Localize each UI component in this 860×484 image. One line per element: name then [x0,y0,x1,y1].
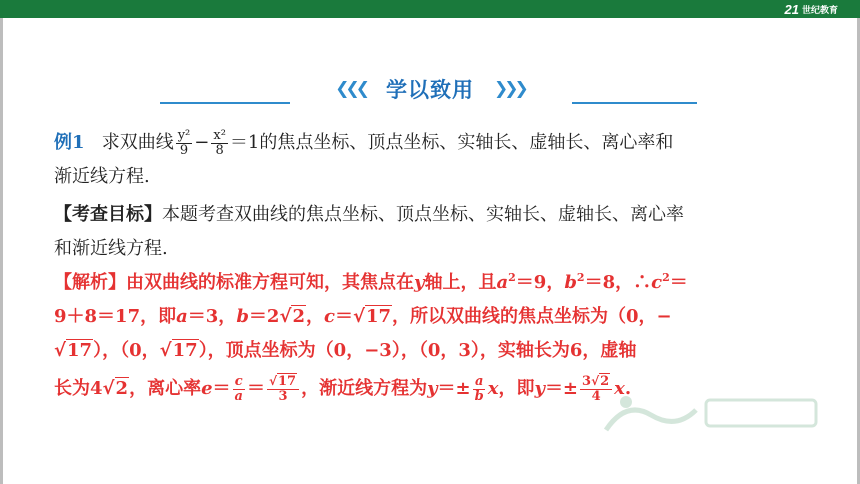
coefficient: 3 [582,374,592,389]
radicand: 17 [365,306,392,327]
fraction-denominator: 4 [591,389,601,404]
logo-number: 21 [784,1,799,17]
solution-text: 由双曲线的标准方程可知，其焦点在 [126,272,414,293]
example-label: 例1 [54,132,85,153]
exponent: 2 [662,271,670,284]
objective-paragraph [54,198,814,266]
fraction-y2-over-9 [176,129,193,158]
solution-text: ，所以双曲线的焦点坐标为（0，− [392,306,672,327]
sqrt-expression: √17 [54,340,93,361]
solution-text: ＝ [246,378,265,399]
solution-text: 长为4 [54,378,103,399]
math-var: b [564,272,577,293]
top-bar [0,0,860,18]
fraction-denominator: 8 [215,142,224,158]
solution-text: . [624,378,632,399]
solution-line-3 [54,334,814,368]
math-var: c [651,272,663,293]
radicand: 17 [67,340,93,361]
solution-text: ＝ [334,306,353,327]
solution-text: ＝8，∴ [584,272,652,293]
sqrt-expression: √2 [279,306,305,327]
fraction-numerator: x² [213,127,226,143]
fraction-numerator: y² [177,127,191,143]
math-var: x [487,378,499,399]
radicand: 2 [600,374,610,389]
sqrt-expression: √2 [102,378,129,399]
radicand: 2 [115,378,129,399]
math-var: y [414,272,425,293]
fraction-sqrt17-over-3: $\frac{√17}{3}$ [267,374,299,404]
solution-line-1 [54,266,814,300]
fraction-numerator: c [234,373,243,389]
fraction-a-over-b [473,375,486,404]
solution-text: ），顶点坐标为（0，−3），（0，3），实轴长为6，虚轴 [198,340,637,361]
solution-text: ，即 [498,378,535,399]
section-heading [300,75,560,103]
solution-text: ＝ [669,272,688,293]
fraction-denominator: 9 [179,142,189,158]
section-line-left [160,102,290,104]
radicand: 17 [277,374,297,389]
frame-left-border [0,18,3,484]
math-var: e [201,378,213,399]
objective-line-1: 本题考查双曲线的焦点坐标、顶点坐标、实轴长、虚轴长、离心率 [162,204,684,225]
example-text-before: 求双曲线 [101,132,174,153]
fraction-denominator: b [474,388,484,404]
solution-text: ＝3， [187,306,237,327]
solution-text: ＝± [437,378,471,399]
math-var: a [496,272,509,293]
minus-sign: − [194,132,210,153]
math-var: y [534,378,545,399]
watermark-logo [596,390,826,440]
section-line-right [572,102,697,104]
example-text-after: ＝1的焦点坐标、顶点坐标、实轴长、虚轴长、离心率和 [229,132,674,153]
sqrt-expression: √17 [352,306,392,327]
math-var: c [323,306,335,327]
objective-line-2: 和渐近线方程. [54,238,168,259]
example-paragraph [54,126,814,194]
objective-label: 【考查目标】 [54,204,162,225]
chevron-left-icon: ❮❮❮ [335,79,366,99]
watermark-runner-icon [596,390,826,440]
exponent: 2 [508,271,516,284]
solution-text: 9＋8＝17，即 [54,306,177,327]
solution-text: ），（0， [93,340,160,361]
solution-paragraph [54,266,814,406]
fraction-numerator: a [474,373,484,389]
radicand: 2 [292,306,305,327]
example-line-2: 渐近线方程. [54,166,150,187]
fraction-denominator: 3 [278,389,288,404]
solution-label: 【解析】 [54,272,126,293]
math-var: b [236,306,249,327]
chevron-right-icon: ❯❯❯ [494,79,525,99]
radicand: 17 [172,340,198,361]
sqrt-expression: √17 [159,340,198,361]
fraction-x2-over-8 [211,129,228,158]
solution-text: ＝2 [248,306,280,327]
fraction-3sqrt2-over-4: $\frac{3√2}{4}$ [580,374,612,404]
section-title: 学以致用 [380,74,480,104]
solution-text: ＝± [544,378,579,399]
math-var: a [176,306,188,327]
math-var: x [614,378,625,399]
fraction-denominator: a [234,388,243,404]
fraction-c-over-a [233,375,245,404]
solution-text: ，渐近线方程为 [301,378,428,399]
solution-text: ， [305,306,324,327]
exponent: 2 [576,271,585,284]
solution-text: 轴上，且 [424,272,497,293]
brand-logo [785,1,838,17]
math-var: y [427,378,438,399]
solution-text: ＝ [212,378,231,399]
solution-text: ＝9， [515,272,565,293]
logo-text: 世纪教育 [801,4,838,15]
solution-line-2 [54,300,814,334]
solution-text: ，离心率 [129,378,202,399]
